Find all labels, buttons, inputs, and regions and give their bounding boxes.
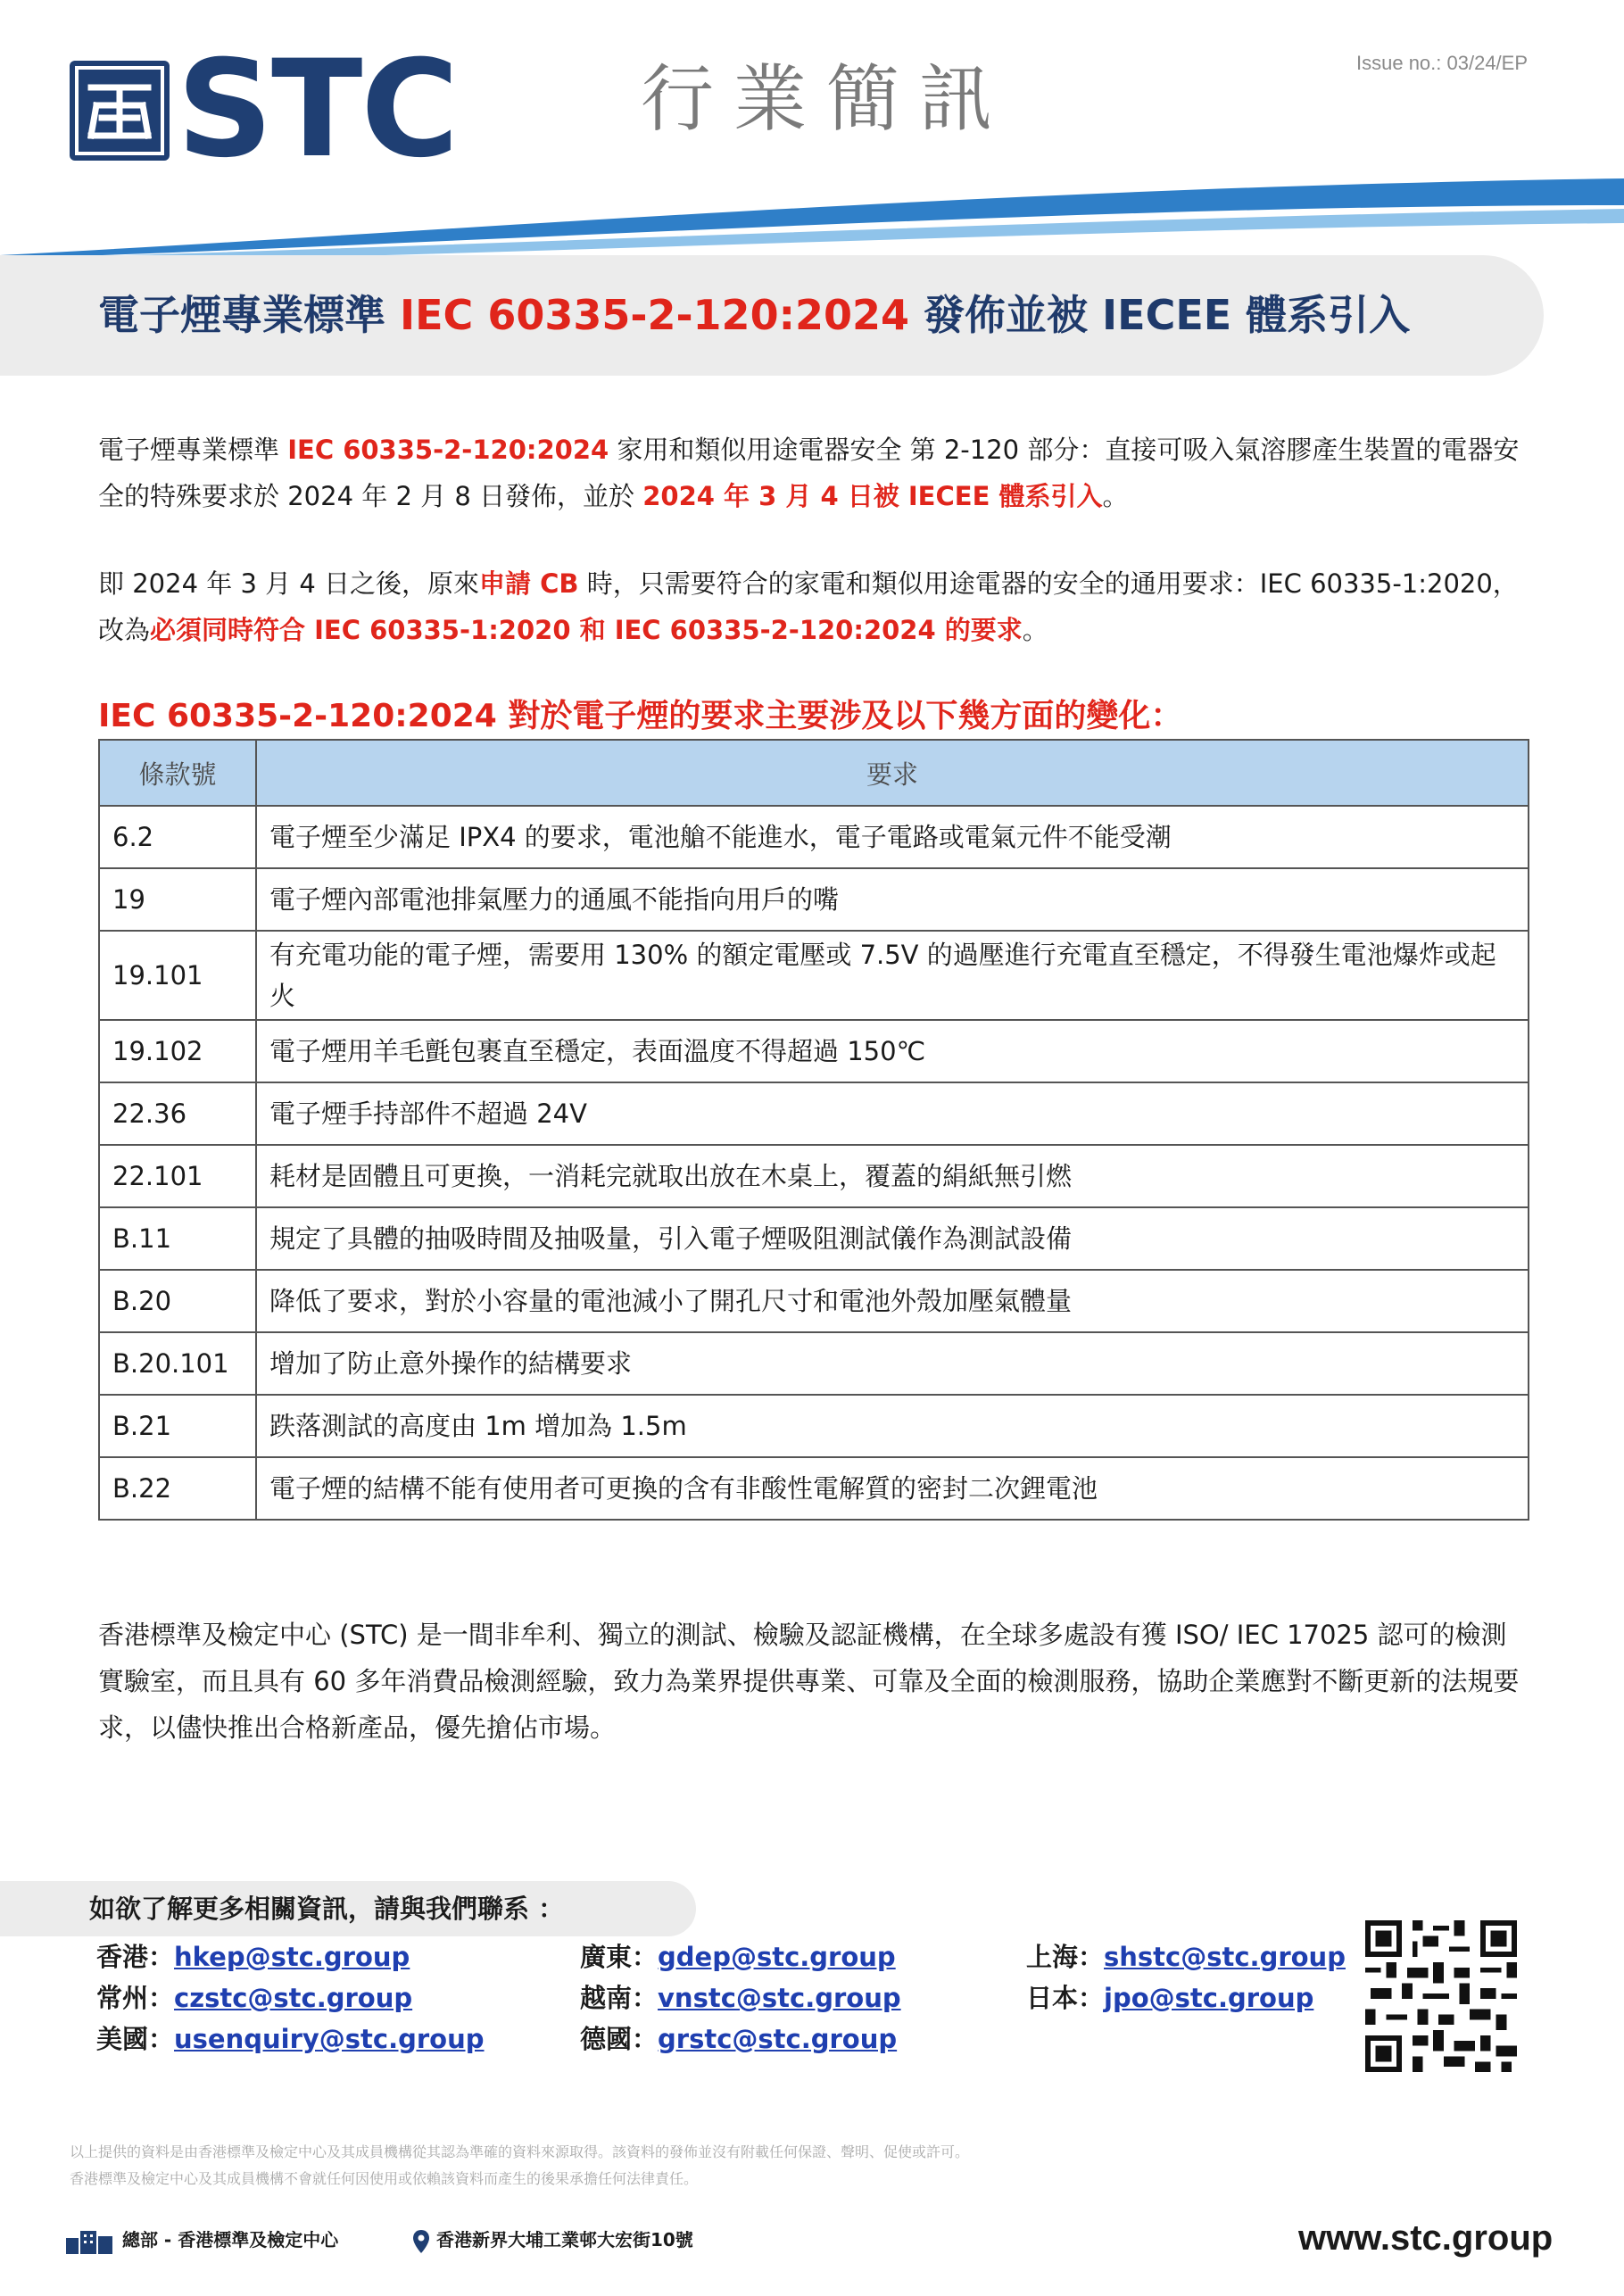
clause-cell: B.11 <box>99 1207 256 1270</box>
intro-paragraph-2: 即 2024 年 3 月 4 日之後，原來申請 CB 時，只需要符合的家電和類似用途電器的安全的通用要求：IEC 60335-1:2020，改為必須同時符合 IEC 60335-1:2020 和 IEC 60335-2-120:2024 的要求。 <box>98 568 1519 645</box>
requirement-cell: 電子煙的結構不能有使用者可更換的含有非酸性電解質的密封二次鋰電池 <box>256 1457 1529 1520</box>
table-row <box>99 1395 1529 1457</box>
intro-paragraph-1: 電子煙專業標準 IEC 60335-2-120:2024 家用和類似用途電器安全 第 2-120 部分：直接可吸入氣溶膠產生裝置的電器安全的特殊要求於 2024 年 2 月 8 日發佈，並於 2024 年 3 月 4 日被 IECEE 體系引入。 <box>98 435 1520 511</box>
table-row <box>99 1082 1529 1145</box>
table-row <box>99 1207 1529 1270</box>
contact-sh: 上海：shstc@stc.group <box>1026 1942 1346 1972</box>
table-row <box>99 931 1529 1020</box>
requirement-cell: 跌落測試的高度由 1m 增加為 1.5m <box>256 1395 1529 1457</box>
requirements-table <box>98 739 1529 1521</box>
requirement-cell: 有充電功能的電子煙，需要用 130% 的額定電壓或 7.5V 的過壓進行充電直至穩定，不得發生電池爆炸或起火 <box>256 931 1529 1020</box>
table-row <box>99 868 1529 931</box>
table-row <box>99 1020 1529 1082</box>
article-title: 電子煙專業標準 IEC 60335-2-120:2024 發佈並被 IECEE 體系引入 <box>98 291 1411 339</box>
stc-emblem-icon <box>70 61 170 161</box>
column-header-clause: 條款號 <box>99 740 256 806</box>
contact-us: 美國：usenquiry@stc.group <box>96 2024 485 2054</box>
building-icon <box>64 2227 116 2256</box>
clause-cell: 22.101 <box>99 1145 256 1207</box>
location-pin-icon <box>412 2229 430 2254</box>
email-link-hk[interactable]: hkep@stc.group <box>174 1942 410 1972</box>
table-row <box>99 1145 1529 1207</box>
contact-title: 如欲了解更多相關資訊，請與我們聯系 ： <box>89 1894 565 1924</box>
table-row <box>99 1457 1529 1520</box>
clause-cell: 19.101 <box>99 931 256 1020</box>
contact-cz: 常州：czstc@stc.group <box>96 1983 413 2013</box>
about-paragraph: 香港標準及檢定中心 (STC) 是一間非牟利、獨立的測試、檢驗及認証機構，在全球多處設有獲 ISO/ IEC 17025 認可的檢測實驗室，而且具有 60 多年消費品檢測經驗，致力為業界提供專業、可靠及全面的檢測服務，協助企業應對不斷更新的法規要求，以儘快推出合格新產品，優先搶佔市場。 <box>98 1620 1520 1743</box>
email-link-gd[interactable]: gdep@stc.group <box>658 1942 896 1972</box>
disclaimer-line-2: 香港標準及檢定中心及其成員機構不會就任何因使用或依賴該資料而產生的後果承擔任何法律責任。 <box>70 2170 699 2187</box>
stc-logo-text: STC <box>177 32 458 187</box>
disclaimer-line-1: 以上提供的資料是由香港標準及檢定中心及其成員機構從其認為準確的資料來源取得。該資料的發佈並沒有附載任何保證、聲明、促使或許可。 <box>70 2143 970 2160</box>
email-link-vn[interactable]: vnstc@stc.group <box>658 1983 901 2013</box>
clause-cell: 19.102 <box>99 1020 256 1082</box>
clause-cell: B.20.101 <box>99 1332 256 1395</box>
requirement-cell: 電子煙用羊毛氈包裹直至穩定，表面溫度不得超過 150℃ <box>256 1020 1529 1082</box>
clause-cell: 19 <box>99 868 256 931</box>
contact-de: 德國：grstc@stc.group <box>580 2024 898 2054</box>
requirement-cell: 電子煙內部電池排氣壓力的通風不能指向用戶的嘴 <box>256 868 1529 931</box>
email-link-de[interactable]: grstc@stc.group <box>658 2024 898 2054</box>
column-header-requirement: 要求 <box>256 740 1529 806</box>
clause-cell: 22.36 <box>99 1082 256 1145</box>
email-link-jp[interactable]: jpo@stc.group <box>1104 1983 1314 2013</box>
clause-cell: B.21 <box>99 1395 256 1457</box>
contact-gd: 廣東：gdep@stc.group <box>580 1942 896 1972</box>
clause-cell: 6.2 <box>99 806 256 868</box>
clause-cell: B.22 <box>99 1457 256 1520</box>
clause-cell: B.20 <box>99 1270 256 1332</box>
section-heading: IEC 60335-2-120:2024 對於電子煙的要求主要涉及以下幾方面的變化： <box>98 698 1183 734</box>
requirement-cell: 降低了要求，對於小容量的電池減小了開孔尺寸和電池外殼加壓氣體量 <box>256 1270 1529 1332</box>
footer-hq: 總部 - 香港標準及檢定中心 <box>64 2222 338 2258</box>
email-link-us[interactable]: usenquiry@stc.group <box>174 2024 485 2054</box>
requirement-cell: 增加了防止意外操作的結構要求 <box>256 1332 1529 1395</box>
footer-website-link[interactable]: www.stc.group <box>1298 2218 1554 2258</box>
newsletter-title: 行業簡訊 <box>641 57 1013 142</box>
issue-number: Issue no.: 03/24/EP <box>1356 52 1529 74</box>
contact-hk: 香港：hkep@stc.group <box>96 1942 410 1972</box>
requirement-cell: 規定了具體的抽吸時間及抽吸量，引入電子煙吸阻測試儀作為測試設備 <box>256 1207 1529 1270</box>
footer-address: 香港新界大埔工業邨大宏街10號 <box>412 2222 693 2258</box>
qr-code-icon[interactable] <box>1365 1920 1517 2072</box>
requirement-cell: 耗材是固體且可更換，一消耗完就取出放在木桌上，覆蓋的絹紙無引燃 <box>256 1145 1529 1207</box>
email-link-cz[interactable]: czstc@stc.group <box>174 1983 413 2013</box>
table-row <box>99 1332 1529 1395</box>
contact-vn: 越南：vnstc@stc.group <box>580 1983 901 2013</box>
contact-jp: 日本：jpo@stc.group <box>1026 1983 1314 2013</box>
stc-logo-emblem <box>70 61 170 161</box>
requirement-cell: 電子煙至少滿足 IPX4 的要求，電池艙不能進水，電子電路或電氣元件不能受潮 <box>256 806 1529 868</box>
header-swoosh <box>0 170 1624 268</box>
email-link-sh[interactable]: shstc@stc.group <box>1104 1942 1346 1972</box>
requirement-cell: 電子煙手持部件不超過 24V <box>256 1082 1529 1145</box>
table-row <box>99 806 1529 868</box>
table-row <box>99 1270 1529 1332</box>
